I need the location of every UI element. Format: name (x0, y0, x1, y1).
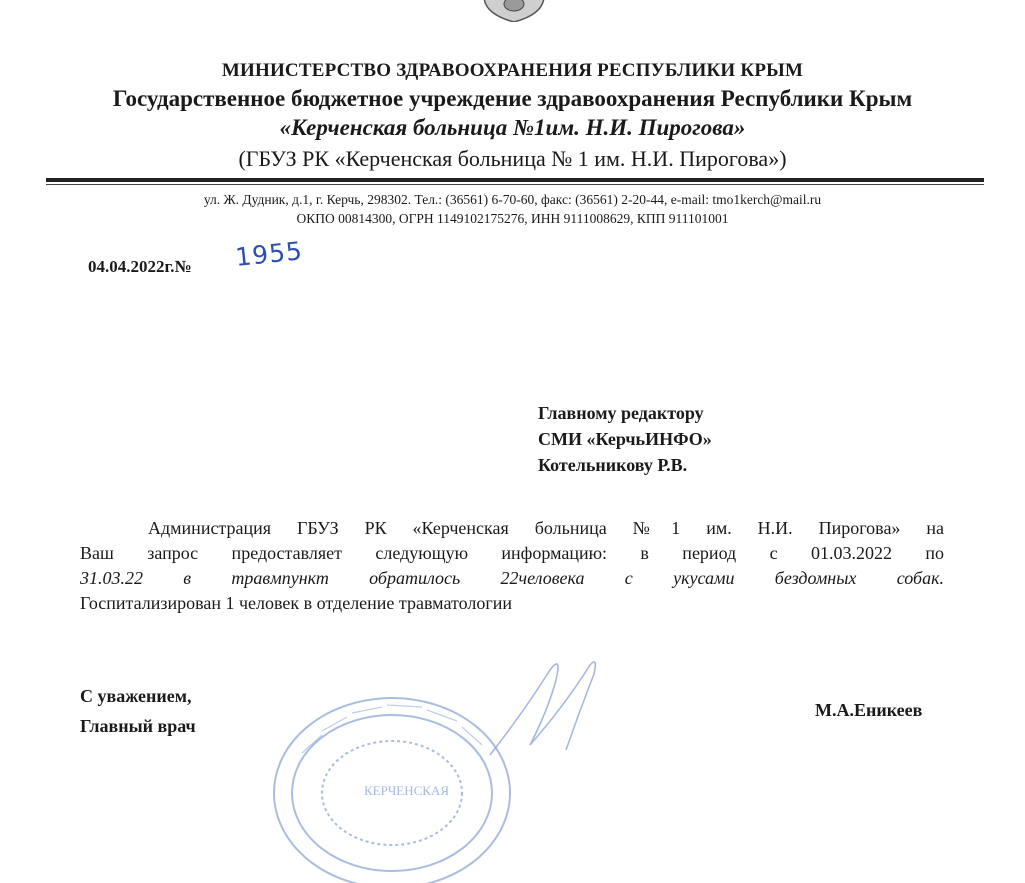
header-divider-thin (46, 184, 984, 185)
crimea-emblem-icon (476, 0, 552, 22)
addressee-title: Главному редактору (538, 403, 704, 423)
closing-regards: С уважением, (80, 686, 192, 706)
body-line: Ваш запрос предоставляет следующую информацию: в период с 01.03.2022 по (80, 543, 944, 563)
header-divider (46, 178, 984, 182)
body-line: Администрация ГБУЗ РК «Керченская больница №1 им. Н.И. Пирогова» на (148, 518, 944, 538)
contacts-registry-line: ОКПО 00814300, ОГРН 1149102175276, ИНН 9111008629, КПП 911101001 (296, 211, 729, 226)
addressee-block (538, 400, 712, 478)
stamp-text: КЕРЧЕНСКАЯ (364, 783, 450, 798)
document-date-number: 04.04.2022г.№ (88, 257, 192, 276)
addressee-person: Котельникову Р.В. (538, 455, 688, 475)
body-line: 31.03.22 в травмпункт обратилось 22человека с укусами бездомных собак. (80, 568, 944, 588)
signer-name: М.А.Еникеев (815, 700, 923, 720)
ministry-title: МИНИСТЕРСТВО ЗДРАВООХРАНЕНИЯ РЕСПУБЛИКИ КРЫМ (221, 60, 804, 81)
hospital-name: «Керченская больница №1им. Н.И. Пирогова» (279, 115, 746, 140)
contact-details (0, 190, 1025, 228)
handwritten-signature (470, 650, 610, 760)
closing-block (80, 681, 196, 741)
closing-position: Главный врач (80, 716, 196, 736)
body-line: Госпитализирован 1 человек в отделение травматологии (80, 593, 512, 613)
institution-name: Государственное бюджетное учреждение здравоохранения Республики Крым (112, 86, 913, 111)
handwritten-document-number: 1955 (233, 236, 305, 272)
hospital-short-name: (ГБУЗ РК «Керченская больница № 1 им. Н.И. Пирогова») (238, 146, 787, 171)
letter-body (80, 516, 944, 591)
addressee-outlet: СМИ «КерчьИНФО» (538, 429, 712, 449)
contacts-address-line: ул. Ж. Дудник, д.1, г. Керчь, 298302. Тел.: (36561) 6-70-60, факс: (36561) 2-20-44, e-mail: tmo1kerch@mail.ru (203, 192, 822, 207)
